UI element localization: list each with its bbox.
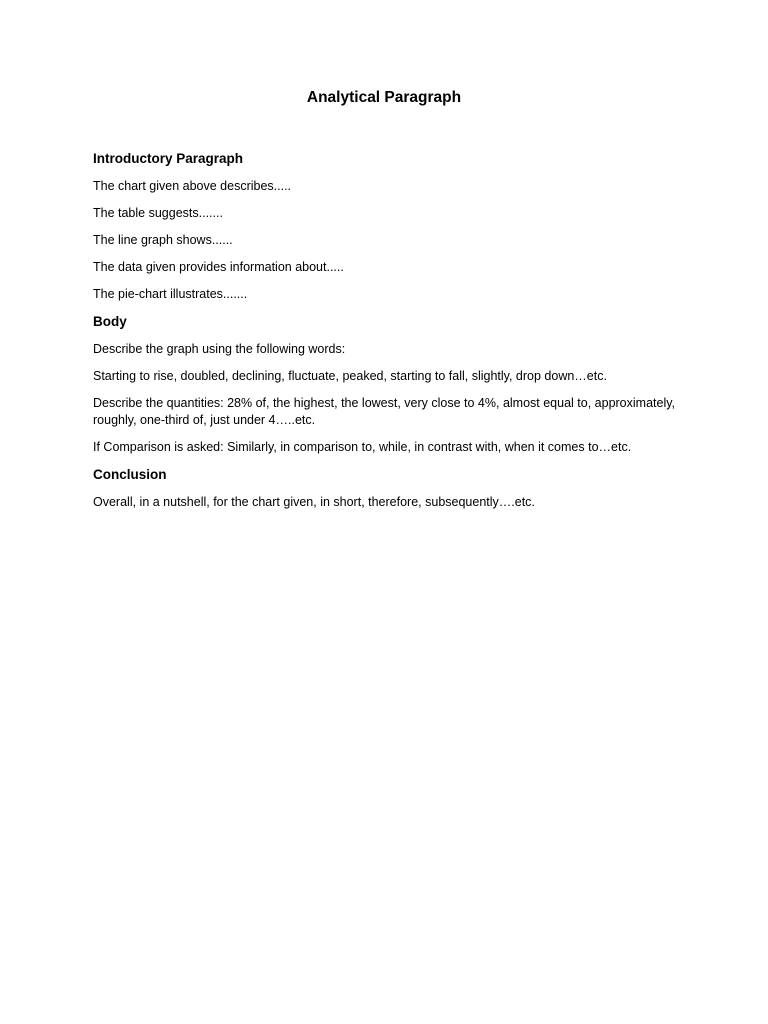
document-content <box>93 150 693 521</box>
introductory-section <box>93 150 693 303</box>
intro-line: The chart given above describes..... <box>93 179 292 193</box>
body-heading: Body <box>93 314 127 329</box>
intro-line: The pie-chart illustrates....... <box>93 287 248 301</box>
conclusion-heading: Conclusion <box>93 467 167 482</box>
conclusion-line: Overall, in a nutshell, for the chart given, in short, therefore, subsequently….etc. <box>93 495 535 509</box>
document-title: Analytical Paragraph <box>306 89 462 106</box>
intro-line: The data given provides information about..... <box>93 260 344 274</box>
intro-line: The line graph shows...... <box>93 233 233 247</box>
introductory-heading: Introductory Paragraph <box>93 151 244 166</box>
body-line: Describe the graph using the following words: <box>93 342 346 356</box>
body-line: Starting to rise, doubled, declining, fluctuate, peaked, starting to fall, slightly, drop down…etc. <box>93 369 607 383</box>
body-line: If Comparison is asked: Similarly, in comparison to, while, in contrast with, when it comes to…etc. <box>93 440 632 454</box>
intro-line: The table suggests....... <box>93 206 223 220</box>
body-line: Describe the quantities: 28% of, the highest, the lowest, very close to 4%, almost equal to, approximately, roughly, one-third of, just under 4…..etc. <box>93 396 676 427</box>
conclusion-section <box>93 466 693 511</box>
body-section <box>93 313 693 456</box>
